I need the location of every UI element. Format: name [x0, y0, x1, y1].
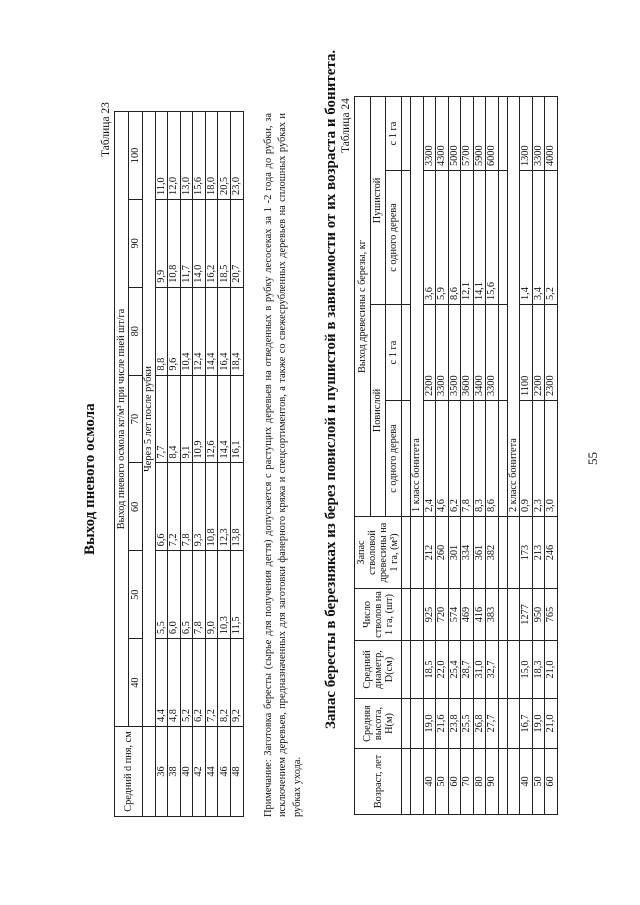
table24-cell-d: 21,0 — [545, 641, 558, 699]
table24-cell-n: 720 — [436, 589, 449, 641]
table23-col-header: 60 — [129, 463, 143, 551]
table-row — [423, 96, 436, 814]
table24-header-yield: Выход древесины с березы, кг — [355, 96, 371, 516]
table24-cell-h: 21,6 — [436, 699, 449, 749]
table24-cell-age: 70 — [461, 749, 474, 815]
table23-cell-value: 18,0 — [205, 112, 218, 200]
table23-cell-value: 14,4 — [205, 287, 218, 375]
table24-cell-d: 31,0 — [473, 641, 486, 699]
table24-cell-h: 19,0 — [423, 699, 436, 749]
table-row — [448, 96, 461, 814]
table23-cell-value: 7,8 — [193, 551, 206, 639]
table-row — [205, 112, 218, 817]
table23-cell-value: 16,4 — [218, 287, 231, 375]
table24-cell-h: 19,0 — [532, 699, 545, 749]
table24-cell-pha: 2300 — [545, 305, 558, 401]
note-paragraph: Примечание: Заготовка бересты (сырье для получения дегтя) допускается с растущих деревьев на отведенных в рубку лесосеках за 1 -2 года до рубки, за исключением деревьев, предназначенных для заготовки фанерного кряжа и спецсортиментов, а также со свежесрубленных деревьев на сплошных рубках и рубках ухода. — [263, 113, 303, 817]
table-row — [193, 112, 206, 817]
table24-cell-h: 21,0 — [545, 699, 558, 749]
table24-cell-age: 90 — [486, 749, 499, 815]
table24-cell-m: 260 — [436, 517, 449, 589]
table24-header-volume: Запас стволовой древесины на 1 га, (м³) — [355, 517, 402, 589]
table23-cell-value: 4,8 — [168, 639, 181, 727]
table24-header-per-ha: с 1 га — [386, 305, 402, 401]
table24-cell-pha: 3300 — [436, 305, 449, 401]
table24-cell-u1: 5,9 — [436, 171, 449, 305]
table24-cell-u1: 3,6 — [423, 171, 436, 305]
table-23 — [114, 111, 244, 817]
table24-cell-n: 383 — [486, 589, 499, 641]
table24-cell-u1: 12,1 — [461, 171, 474, 305]
table24-label: Таблица 24 — [340, 98, 352, 153]
table23-col-header: 40 — [129, 639, 143, 727]
table24-cell-p1: 8,3 — [473, 401, 486, 517]
table24-cell-n: 469 — [461, 589, 474, 641]
table24-cell-p1: 0,9 — [520, 401, 533, 517]
table23-cell-value: 9,2 — [231, 639, 244, 727]
table24-cell-d: 25,4 — [448, 641, 461, 699]
table24-cell-u1: 14,1 — [473, 171, 486, 305]
table23-cell-diameter: 48 — [231, 727, 244, 817]
table23-cell-value: 23,0 — [231, 112, 244, 200]
table24-cell-uha: 5000 — [448, 96, 461, 170]
page-number: 55 — [585, 452, 600, 465]
table24-cell-n: 574 — [448, 589, 461, 641]
table24-cell-uha: 3300 — [532, 96, 545, 170]
table24-cell-d: 18,5 — [423, 641, 436, 699]
table24-cell-m: 301 — [448, 517, 461, 589]
table24-cell-uha: 4300 — [436, 96, 449, 170]
table23-cell-value: 14,0 — [193, 199, 206, 287]
table24-header-age: Возраст, лет — [355, 749, 402, 815]
table23-cell-value: 13,8 — [231, 463, 244, 551]
table24-cell-h: 25,5 — [461, 699, 474, 749]
table-row — [231, 112, 244, 817]
table24-cell-m: 334 — [461, 517, 474, 589]
table-row — [545, 96, 558, 814]
table24-cell-p1: 4,6 — [436, 401, 449, 517]
table24-cell-u1: 1,4 — [520, 171, 533, 305]
table-24 — [354, 96, 558, 815]
table24-cell-uha: 6000 — [486, 96, 499, 170]
table23-cell-value: 5,5 — [155, 551, 168, 639]
table24-cell-d: 15,0 — [520, 641, 533, 699]
table24-cell-p1: 3,0 — [545, 401, 558, 517]
table23-cell-value: 6,6 — [155, 463, 168, 551]
table24-cell-pha: 3600 — [461, 305, 474, 401]
table24-header-stems: Число стволов на 1 га, (шт) — [355, 589, 402, 641]
table24-header-povislaya: Повислой — [370, 305, 386, 517]
table23-cell-value: 7,2 — [168, 463, 181, 551]
table24-cell-h: 16,7 — [520, 699, 533, 749]
table24-cell-m: 212 — [423, 517, 436, 589]
table24-header-one-tree: с одного дерева — [386, 171, 402, 305]
table23-cell-value: 15,6 — [193, 112, 206, 200]
table23-cell-value: 14,4 — [218, 375, 231, 463]
table23-subheader: Через 5 лет после рубки — [143, 112, 156, 727]
table23-cell-value: 10,9 — [193, 375, 206, 463]
table23-cell-value: 8,8 — [155, 287, 168, 375]
table24-cell-n: 925 — [423, 589, 436, 641]
table-row — [180, 112, 193, 817]
table24-cell-m: 361 — [473, 517, 486, 589]
table24-header-per-ha: с 1 га — [386, 96, 402, 170]
table23-cell-value: 6,0 — [168, 551, 181, 639]
table23-cell-value: 10,8 — [205, 463, 218, 551]
table23-cell-value: 12,4 — [193, 287, 206, 375]
table24-cell-d: 18,3 — [532, 641, 545, 699]
table24-cell-pha: 1100 — [520, 305, 533, 401]
table-row — [520, 96, 533, 814]
table24-class1-label: 1 класс бонитета — [411, 96, 424, 516]
table24-cell-age: 50 — [532, 749, 545, 815]
table24-cell-p1: 6,2 — [448, 401, 461, 517]
table24-cell-pha: 2200 — [423, 305, 436, 401]
table-row — [436, 96, 449, 814]
table23-cell-value: 9,6 — [168, 287, 181, 375]
table24-cell-age: 80 — [473, 749, 486, 815]
table23-col-header: 70 — [129, 375, 143, 463]
table24-cell-n: 416 — [473, 589, 486, 641]
table23-cell-diameter: 46 — [218, 727, 231, 817]
table23-cell-value: 10,4 — [180, 287, 193, 375]
table23-cell-value: 12,6 — [205, 375, 218, 463]
table24-cell-age: 60 — [448, 749, 461, 815]
table24-cell-uha: 5900 — [473, 96, 486, 170]
table24-cell-d: 22,0 — [436, 641, 449, 699]
table23-cell-value: 20,5 — [218, 112, 231, 200]
table24-header-height: Средняя высота, Н(м) — [355, 699, 402, 749]
table23-cell-value: 16,2 — [205, 199, 218, 287]
table24-cell-u1: 5,2 — [545, 171, 558, 305]
table24-cell-n: 950 — [532, 589, 545, 641]
table23-header-diameter: Средний d пня, см — [115, 727, 143, 817]
table23-cell-value: 9,3 — [193, 463, 206, 551]
table23-cell-diameter: 38 — [168, 727, 181, 817]
table23-cell-value: 9,9 — [155, 199, 168, 287]
table23-col-header: 100 — [129, 112, 143, 200]
table24-cell-m: 213 — [532, 517, 545, 589]
table23-cell-value: 16,1 — [231, 375, 244, 463]
table24-cell-h: 27,7 — [486, 699, 499, 749]
table-row — [473, 96, 486, 814]
table23-cell-value: 4,4 — [155, 639, 168, 727]
section-title-table24: Запас бересты в березняках из берез повислой и пушистой в зависимости от их возраста и бонитета. — [323, 49, 339, 729]
table23-cell-value: 18,5 — [218, 199, 231, 287]
table-row — [486, 96, 499, 814]
table24-cell-pha: 3300 — [486, 305, 499, 401]
table23-cell-value: 11,5 — [231, 551, 244, 639]
table23-cell-value: 12,3 — [218, 463, 231, 551]
table23-cell-diameter: 36 — [155, 727, 168, 817]
table-row — [461, 96, 474, 814]
table23-cell-value: 18,4 — [231, 287, 244, 375]
table24-class2-label: 2 класс бонитета — [507, 96, 520, 516]
table24-cell-m: 173 — [520, 517, 533, 589]
table23-cell-value: 5,2 — [180, 639, 193, 727]
table23-cell-value: 9,1 — [180, 375, 193, 463]
table23-col-header: 50 — [129, 551, 143, 639]
table24-cell-pha: 3500 — [448, 305, 461, 401]
table23-cell-value: 9,0 — [205, 551, 218, 639]
table23-cell-value: 8,2 — [218, 639, 231, 727]
table24-cell-h: 23,8 — [448, 699, 461, 749]
table24-cell-u1: 8,6 — [448, 171, 461, 305]
table24-cell-p1: 7,8 — [461, 401, 474, 517]
table24-cell-pha: 3400 — [473, 305, 486, 401]
table24-header-one-tree: с одного дерева — [386, 401, 402, 517]
table23-cell-value: 6,5 — [180, 551, 193, 639]
table23-cell-value: 11,0 — [155, 112, 168, 200]
table23-cell-value: 7,8 — [180, 463, 193, 551]
table24-cell-n: 1277 — [520, 589, 533, 641]
table24-cell-age: 50 — [436, 749, 449, 815]
table24-cell-d: 28,7 — [461, 641, 474, 699]
table24-cell-age: 60 — [545, 749, 558, 815]
table24-cell-m: 246 — [545, 517, 558, 589]
section-title-table23: Выход пневого осмола — [82, 403, 98, 555]
table24-cell-uha: 1300 — [520, 96, 533, 170]
table24-cell-p1: 2,3 — [532, 401, 545, 517]
table-row — [218, 112, 231, 817]
table23-cell-value: 13,0 — [180, 112, 193, 200]
table24-cell-m: 382 — [486, 517, 499, 589]
table-row — [168, 112, 181, 817]
table23-cell-value: 7,2 — [205, 639, 218, 727]
table23-col-header: 90 — [129, 199, 143, 287]
table24-cell-age: 40 — [520, 749, 533, 815]
table24-header-diameter: Средний диаметр, D(см) — [355, 641, 402, 699]
table24-cell-pha: 2200 — [532, 305, 545, 401]
table24-cell-uha: 3300 — [423, 96, 436, 170]
table23-cell-value: 10,8 — [168, 199, 181, 287]
table23-cell-value: 6,2 — [193, 639, 206, 727]
table23-cell-diameter: 40 — [180, 727, 193, 817]
table23-col-header: 80 — [129, 287, 143, 375]
table23-cell-value: 12,0 — [168, 112, 181, 200]
table24-cell-u1: 15,6 — [486, 171, 499, 305]
table24-cell-p1: 8,6 — [486, 401, 499, 517]
table-row — [155, 112, 168, 817]
table23-label: Таблица 23 — [100, 102, 112, 157]
table24-cell-uha: 4000 — [545, 96, 558, 170]
table-row — [532, 96, 545, 814]
table24-cell-p1: 2,4 — [423, 401, 436, 517]
table24-cell-age: 40 — [423, 749, 436, 815]
table23-cell-diameter: 44 — [205, 727, 218, 817]
table24-cell-n: 765 — [545, 589, 558, 641]
table23-cell-value: 20,7 — [231, 199, 244, 287]
table23-cell-value: 10,3 — [218, 551, 231, 639]
table23-cell-value: 11,7 — [180, 199, 193, 287]
table23-cell-diameter: 42 — [193, 727, 206, 817]
table24-cell-u1: 3,4 — [532, 171, 545, 305]
table23-header-group: Выход пневого осмола кг/м³ при числе пней шт/га — [115, 112, 129, 727]
table24-cell-d: 32,7 — [486, 641, 499, 699]
table24-cell-uha: 5700 — [461, 96, 474, 170]
table24-cell-h: 26,8 — [473, 699, 486, 749]
table23-cell-value: 7,7 — [155, 375, 168, 463]
table24-header-pushistaya: Пушистой — [370, 96, 386, 304]
table23-cell-value: 8,4 — [168, 375, 181, 463]
